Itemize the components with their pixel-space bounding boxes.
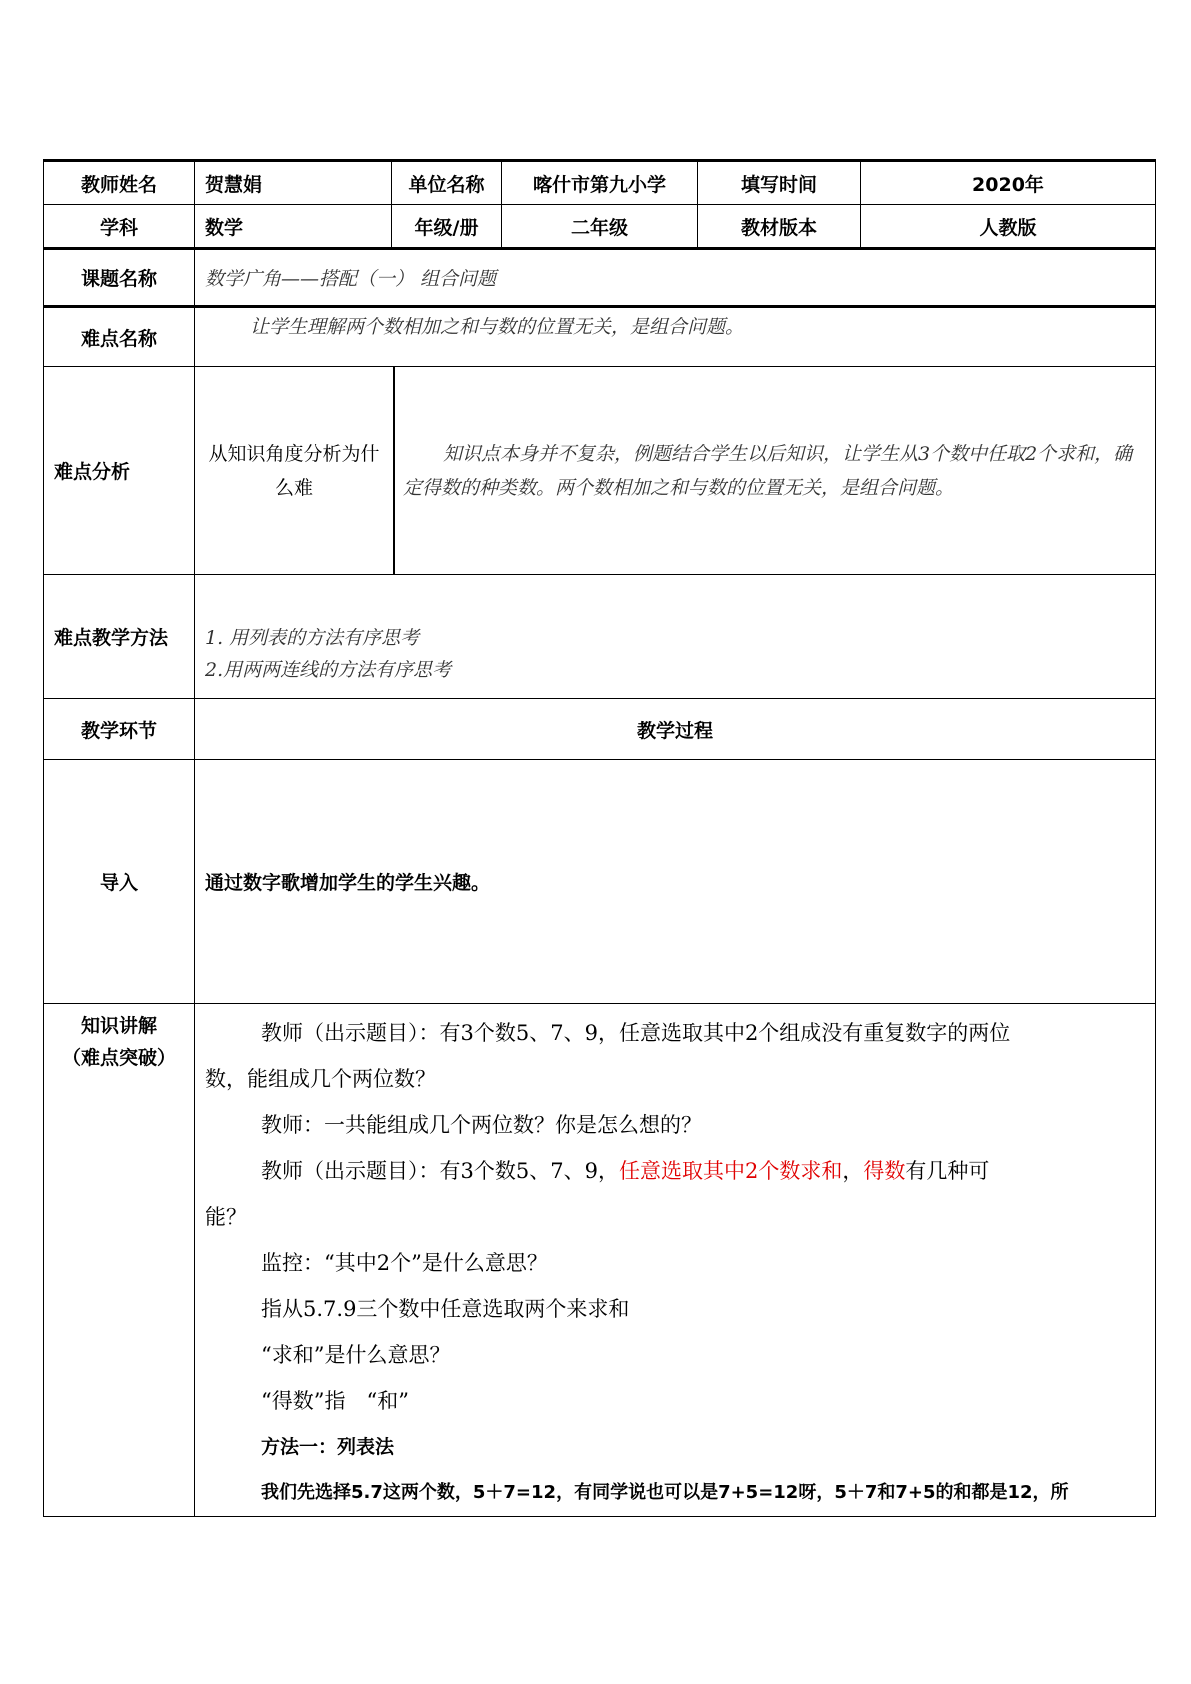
knowledge-p1b: 数，能组成几个两位数？: [205, 1067, 436, 1091]
analysis-sublabel: 从知识角度分析为什么难: [195, 367, 395, 574]
knowledge-p8: 方法一：列表法: [261, 1436, 395, 1458]
info-row-2: [44, 205, 1156, 249]
knowledge-p3-red2: 得数: [863, 1159, 906, 1183]
info-row-1: [44, 161, 1156, 205]
method-cell: [195, 575, 1156, 699]
difficulty-row: [44, 307, 1156, 367]
teacher-name-value: 贺慧娟: [195, 161, 392, 205]
knowledge-p4: 监控：“其中2个”是什么意思？: [261, 1251, 548, 1275]
edition-label: 教材版本: [698, 205, 861, 249]
knowledge-p3-red1: 任意选取其中2个数求和: [618, 1159, 843, 1183]
knowledge-p9: 我们先选择5.7这两个数，5＋7=12，有同学说也可以是7+5=12呀，5＋7和7+5的和都是12，所: [261, 1482, 1069, 1503]
knowledge-p6: “求和”是什么意思？: [261, 1343, 451, 1367]
knowledge-p3: [205, 1148, 1145, 1194]
method-label: 难点教学方法: [44, 575, 195, 699]
fill-date-value: 2020年: [861, 161, 1156, 205]
knowledge-row: [44, 1004, 1156, 1517]
knowledge-content-cell: [195, 1004, 1156, 1517]
analysis-text: 知识点本身并不复杂，例题结合学生以后知识，让学生从3个数中任取2个求和，确定得数的种类数。两个数相加之和与数的位置无关，是组合问题。: [403, 442, 1133, 499]
knowledge-label-line1: 知识讲解: [80, 1015, 157, 1037]
intro-label: 导入: [44, 760, 195, 1004]
intro-row: [44, 760, 1156, 1004]
analysis-label: 难点分析: [44, 367, 195, 575]
process-header-value: 教学过程: [195, 699, 1156, 760]
analysis-row: [44, 367, 1156, 575]
subject-value: 数学: [195, 205, 392, 249]
process-stage-label: 教学环节: [44, 699, 195, 760]
intro-value: 通过数字歌增加学生的学生兴趣。: [195, 760, 1156, 1004]
topic-row: [44, 249, 1156, 307]
grade-label: 年级/册: [392, 205, 502, 249]
topic-value: 数学广角——搭配（一） 组合问题: [195, 249, 1156, 307]
difficulty-label: 难点名称: [44, 307, 195, 367]
subject-label: 学科: [44, 205, 195, 249]
method-item-2: 2.用两两连线的方法有序思考: [205, 659, 452, 681]
knowledge-p5: 指从5.7.9三个数中任意选取两个来求和: [261, 1297, 630, 1321]
knowledge-p7: “得数”指 “和”: [261, 1389, 409, 1413]
process-header-row: [44, 699, 1156, 760]
unit-name-label: 单位名称: [392, 161, 502, 205]
topic-label: 课题名称: [44, 249, 195, 307]
teacher-name-label: 教师姓名: [44, 161, 195, 205]
knowledge-p3c: 有几种可: [905, 1159, 990, 1183]
method-row: [44, 575, 1156, 699]
grade-value: 二年级: [502, 205, 698, 249]
edition-value: 人教版: [861, 205, 1156, 249]
knowledge-body: [195, 1004, 1155, 1516]
unit-name-value: 喀什市第九小学: [502, 161, 698, 205]
knowledge-p3d: 能？: [205, 1205, 247, 1229]
analysis-cell: [195, 367, 1156, 575]
knowledge-p3b: ，: [842, 1159, 864, 1183]
knowledge-p3a: 教师（出示题目）：有3个数5、7、9，: [261, 1159, 619, 1183]
knowledge-p1: 教师（出示题目）：有3个数5、7、9，任意选取其中2个组成没有重复数字的两位: [261, 1021, 1011, 1045]
fill-date-label: 填写时间: [698, 161, 861, 205]
analysis-inner: [195, 367, 1155, 574]
difficulty-value: 让学生理解两个数相加之和与数的位置无关，是组合问题。: [195, 307, 1156, 367]
method-item-1: 1. 用列表的方法有序思考: [205, 627, 420, 649]
knowledge-label-line2: （难点突破）: [61, 1047, 176, 1069]
lesson-plan-table: [43, 159, 1156, 1517]
knowledge-label-cell: [44, 1004, 195, 1517]
knowledge-p2: 教师：一共能组成几个两位数？你是怎么想的？: [261, 1113, 702, 1137]
